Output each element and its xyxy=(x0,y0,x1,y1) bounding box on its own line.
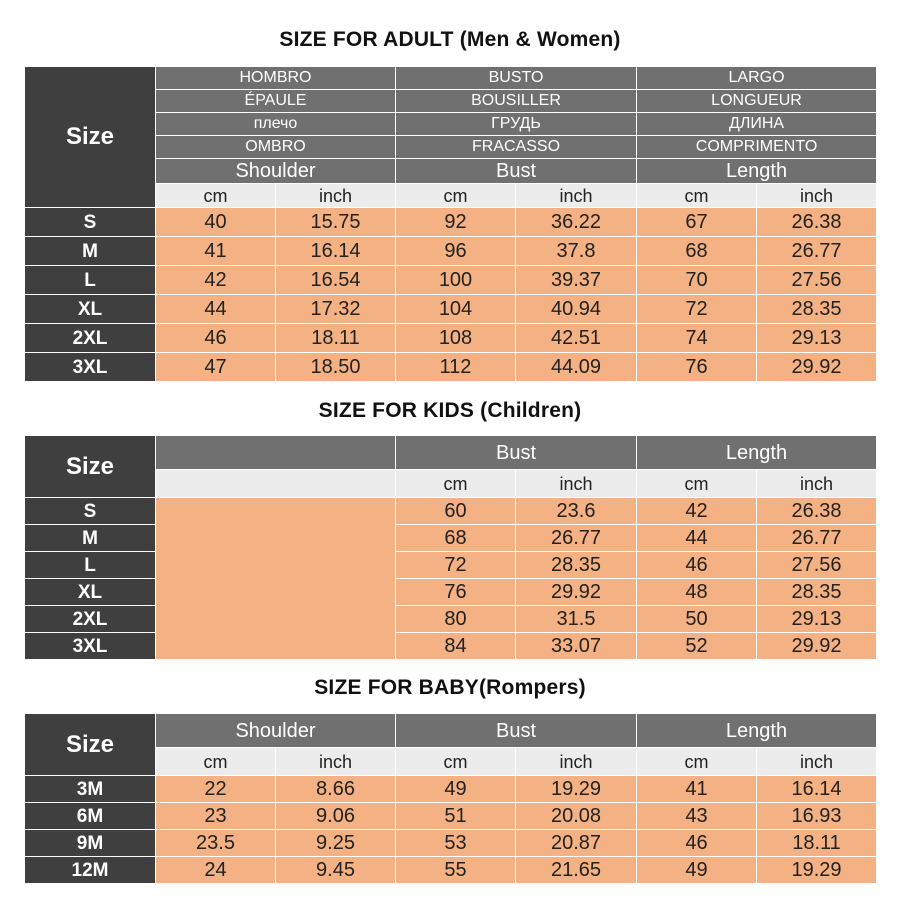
value-cell: 31.5 xyxy=(516,606,637,633)
lang-bust-ru: ГРУДЬ xyxy=(396,113,637,136)
value-cell: 70 xyxy=(637,266,757,295)
baby-title: SIZE FOR BABY(Rompers) xyxy=(314,676,586,699)
table-row xyxy=(25,237,877,266)
value-cell: 18.11 xyxy=(276,324,396,353)
size-label: 3M xyxy=(25,776,156,803)
size-label: M xyxy=(25,237,156,266)
table-row xyxy=(25,353,877,382)
unit-cell: inch xyxy=(276,748,396,776)
unit-cell: inch xyxy=(516,184,637,208)
value-cell: 68 xyxy=(637,237,757,266)
value-cell: 52 xyxy=(637,633,757,660)
group-bust: Bust xyxy=(396,159,637,184)
value-cell: 16.14 xyxy=(276,237,396,266)
value-cell: 96 xyxy=(396,237,516,266)
value-cell: 19.29 xyxy=(516,776,637,803)
value-cell: 24 xyxy=(156,857,276,884)
size-label: 6M xyxy=(25,803,156,830)
blank-unit-cell xyxy=(156,470,396,498)
value-cell: 72 xyxy=(396,552,516,579)
value-cell: 20.87 xyxy=(516,830,637,857)
baby-size-table xyxy=(24,713,877,884)
value-cell: 29.92 xyxy=(757,353,877,382)
group-shoulder: Shoulder xyxy=(156,714,396,748)
value-cell: 26.77 xyxy=(757,237,877,266)
value-cell: 29.13 xyxy=(757,324,877,353)
size-label: 12M xyxy=(25,857,156,884)
value-cell: 33.07 xyxy=(516,633,637,660)
size-label: L xyxy=(25,266,156,295)
lang-shoulder-fr: ÉPAULE xyxy=(156,90,396,113)
group-bust: Bust xyxy=(396,436,637,470)
value-cell: 48 xyxy=(637,579,757,606)
value-cell: 26.77 xyxy=(757,525,877,552)
value-cell: 53 xyxy=(396,830,516,857)
value-cell: 42 xyxy=(156,266,276,295)
unit-cell: cm xyxy=(637,184,757,208)
value-cell: 76 xyxy=(396,579,516,606)
size-label: 3XL xyxy=(25,633,156,660)
value-cell: 44 xyxy=(637,525,757,552)
value-cell: 55 xyxy=(396,857,516,884)
unit-cell: cm xyxy=(156,748,276,776)
value-cell: 67 xyxy=(637,208,757,237)
value-cell: 100 xyxy=(396,266,516,295)
unit-cell: cm xyxy=(396,470,516,498)
value-cell: 84 xyxy=(396,633,516,660)
unit-cell: cm xyxy=(396,184,516,208)
lang-bust-pt: FRACASSO xyxy=(396,136,637,159)
table-row xyxy=(25,830,877,857)
kids-title: SIZE FOR KIDS (Children) xyxy=(318,399,582,422)
value-cell: 46 xyxy=(637,552,757,579)
group-shoulder: Shoulder xyxy=(156,159,396,184)
value-cell: 74 xyxy=(637,324,757,353)
value-cell: 51 xyxy=(396,803,516,830)
size-label: 3XL xyxy=(25,353,156,382)
value-cell: 27.56 xyxy=(757,266,877,295)
size-label: XL xyxy=(25,295,156,324)
table-row xyxy=(25,208,877,237)
value-cell: 49 xyxy=(637,857,757,884)
value-cell: 41 xyxy=(637,776,757,803)
value-cell: 40 xyxy=(156,208,276,237)
value-cell: 68 xyxy=(396,525,516,552)
value-cell: 26.38 xyxy=(757,498,877,525)
size-label: 2XL xyxy=(25,324,156,353)
size-label: L xyxy=(25,552,156,579)
value-cell: 72 xyxy=(637,295,757,324)
group-length: Length xyxy=(637,159,877,184)
value-cell: 26.77 xyxy=(516,525,637,552)
table-row xyxy=(25,857,877,884)
value-cell: 49 xyxy=(396,776,516,803)
value-cell: 80 xyxy=(396,606,516,633)
group-length: Length xyxy=(637,714,877,748)
value-cell: 23.5 xyxy=(156,830,276,857)
lang-length-es: LARGO xyxy=(637,67,877,90)
value-cell: 21.65 xyxy=(516,857,637,884)
value-cell: 39.37 xyxy=(516,266,637,295)
blank-header-cell xyxy=(156,436,396,470)
value-cell: 16.14 xyxy=(757,776,877,803)
table-row xyxy=(25,266,877,295)
value-cell: 19.29 xyxy=(757,857,877,884)
baby-size-header: Size xyxy=(25,714,156,776)
value-cell: 36.22 xyxy=(516,208,637,237)
lang-shoulder-es: HOMBRO xyxy=(156,67,396,90)
unit-cell: inch xyxy=(516,748,637,776)
size-label: S xyxy=(25,498,156,525)
value-cell: 60 xyxy=(396,498,516,525)
table-row xyxy=(25,633,877,660)
value-cell: 28.35 xyxy=(757,295,877,324)
unit-cell: cm xyxy=(396,748,516,776)
value-cell: 46 xyxy=(637,830,757,857)
value-cell: 47 xyxy=(156,353,276,382)
unit-cell: cm xyxy=(156,184,276,208)
value-cell: 40.94 xyxy=(516,295,637,324)
table-row xyxy=(25,552,877,579)
value-cell: 23.6 xyxy=(516,498,637,525)
size-label: 2XL xyxy=(25,606,156,633)
value-cell: 20.08 xyxy=(516,803,637,830)
lang-length-pt: COMPRIMENTO xyxy=(637,136,877,159)
unit-cell: inch xyxy=(516,470,637,498)
value-cell: 104 xyxy=(396,295,516,324)
value-cell: 44 xyxy=(156,295,276,324)
unit-cell: cm xyxy=(637,748,757,776)
value-cell: 43 xyxy=(637,803,757,830)
value-cell: 29.92 xyxy=(516,579,637,606)
lang-bust-fr: BOUSILLER xyxy=(396,90,637,113)
lang-bust-es: BUSTO xyxy=(396,67,637,90)
kids-size-header: Size xyxy=(25,436,156,498)
value-cell: 46 xyxy=(156,324,276,353)
table-row xyxy=(25,579,877,606)
unit-cell: cm xyxy=(637,470,757,498)
unit-cell: inch xyxy=(757,184,877,208)
unit-cell: inch xyxy=(757,748,877,776)
value-cell: 8.66 xyxy=(276,776,396,803)
value-cell: 9.06 xyxy=(276,803,396,830)
unit-cell: inch xyxy=(757,470,877,498)
value-cell: 18.50 xyxy=(276,353,396,382)
blank-shoulder-cell xyxy=(156,498,396,660)
lang-length-ru: ДЛИНА xyxy=(637,113,877,136)
table-row xyxy=(25,498,877,525)
unit-cell: inch xyxy=(276,184,396,208)
value-cell: 29.92 xyxy=(757,633,877,660)
value-cell: 76 xyxy=(637,353,757,382)
lang-shoulder-ru: плечо xyxy=(156,113,396,136)
adult-title: SIZE FOR ADULT (Men & Women) xyxy=(279,28,621,51)
value-cell: 28.35 xyxy=(757,579,877,606)
value-cell: 92 xyxy=(396,208,516,237)
table-row xyxy=(25,525,877,552)
value-cell: 27.56 xyxy=(757,552,877,579)
value-cell: 42.51 xyxy=(516,324,637,353)
lang-length-fr: LONGUEUR xyxy=(637,90,877,113)
value-cell: 9.45 xyxy=(276,857,396,884)
table-row xyxy=(25,606,877,633)
kids-size-table xyxy=(24,435,877,660)
table-row xyxy=(25,776,877,803)
table-row xyxy=(25,803,877,830)
table-row xyxy=(25,295,877,324)
value-cell: 18.11 xyxy=(757,830,877,857)
lang-shoulder-pt: OMBRO xyxy=(156,136,396,159)
size-label: M xyxy=(25,525,156,552)
value-cell: 23 xyxy=(156,803,276,830)
value-cell: 28.35 xyxy=(516,552,637,579)
value-cell: 108 xyxy=(396,324,516,353)
value-cell: 42 xyxy=(637,498,757,525)
value-cell: 17.32 xyxy=(276,295,396,324)
value-cell: 112 xyxy=(396,353,516,382)
table-row xyxy=(25,324,877,353)
size-label: S xyxy=(25,208,156,237)
adult-size-table xyxy=(24,66,877,382)
value-cell: 29.13 xyxy=(757,606,877,633)
size-label: 9M xyxy=(25,830,156,857)
group-length: Length xyxy=(637,436,877,470)
group-bust: Bust xyxy=(396,714,637,748)
value-cell: 22 xyxy=(156,776,276,803)
value-cell: 50 xyxy=(637,606,757,633)
adult-size-header: Size xyxy=(25,67,156,208)
value-cell: 26.38 xyxy=(757,208,877,237)
value-cell: 16.93 xyxy=(757,803,877,830)
value-cell: 44.09 xyxy=(516,353,637,382)
value-cell: 16.54 xyxy=(276,266,396,295)
value-cell: 9.25 xyxy=(276,830,396,857)
size-label: XL xyxy=(25,579,156,606)
value-cell: 15.75 xyxy=(276,208,396,237)
value-cell: 37.8 xyxy=(516,237,637,266)
value-cell: 41 xyxy=(156,237,276,266)
